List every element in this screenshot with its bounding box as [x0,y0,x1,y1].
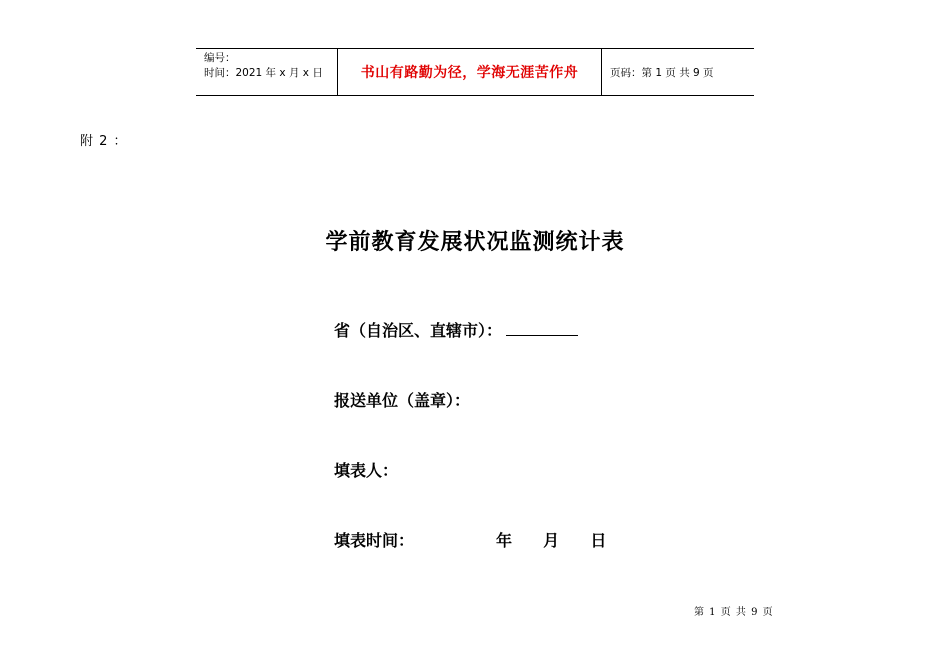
header-page-code: 页码：第 1 页 共 9 页 [610,66,714,79]
province-blank [506,321,578,336]
header-meta [196,49,338,95]
document-title: 学前教育发展状况监测统计表 [325,229,625,255]
province-line [334,318,578,341]
date-fields [496,528,606,551]
day-label: 日 [590,531,607,550]
date-label: 填表时间： [334,531,415,550]
unit-label: 报送单位（盖章）： [334,391,471,410]
code-label: 编号： [204,52,236,64]
time-label: 时间：2021 年 x 月 x 日 [204,67,323,79]
header-motto: 书山有路勤为径，学海无涯苦作舟 [338,49,602,95]
filler-label: 填表人： [334,461,399,480]
page-footer: 第 1 页 共 9 页 [694,607,774,618]
month-label: 月 [543,531,560,550]
province-label: 省（自治区、直辖市）： [334,321,503,340]
year-label: 年 [496,531,513,550]
attachment-label: 附 2 ： [80,134,128,149]
page-header [196,48,754,96]
